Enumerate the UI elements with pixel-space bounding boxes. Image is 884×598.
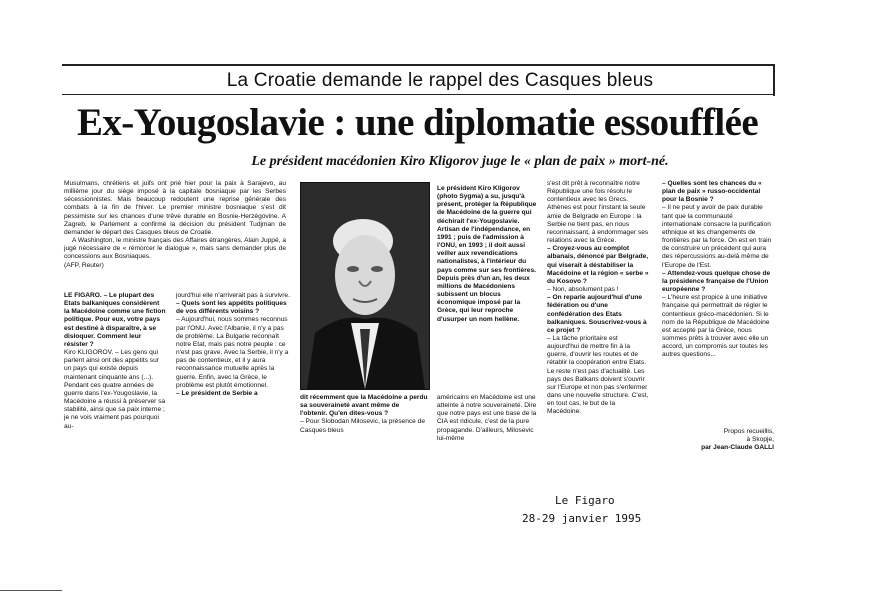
kicker: La Croatie demande le rappel des Casques bleus xyxy=(226,70,654,91)
top-rule xyxy=(62,64,774,66)
question: – Quels sont les appétits politiques de vos différents voisins ? xyxy=(176,300,287,316)
answer: – La tâche prioritaire est aujourd'hui de mettre fin à la guerre, d'ouvrir les routes et de rétablir la coopération entre Etats. Le reste n'est pas d'actualité. Les pays des Balkans doivent s'ouvrir sur l'Europe et non pas s'enfermer dans une nouvelle structure. C'est, en tout cas, le but de la Macédoine. xyxy=(547,334,649,416)
answer: Kiro KLIGOROV. – Les gens qui parlent ainsi ont des appétits sur un pays qui existe depuis maintenant cinquante ans (...). Pendant ces quatre années de guerre dans l'ex-Yougoslavie, la Macédoine a réussi à préserver sa stabilité, ainsi que sa paix interne ; je ne vois vraiment pas pourquoi au- xyxy=(64,349,166,430)
answer: – Aujourd'hui, nous sommes reconnus par l'ONU. Avec l'Albanie, il n'y a pas de problème. La Bulgarie reconnaît notre Etat, mais pas notre peuple : ce n'est pas grave. Avec la Serbie, il n'y a pas de contentieux, et il y aura reconnaissance mutuelle après la guerre. Enfin, avec la Grèce, le problème est plutôt émotionnel. xyxy=(176,316,289,389)
signature-line: à Skopje, xyxy=(746,436,774,444)
deck: Le président macédonien Kiro Kligorov juge le « plan de paix » mort-né. xyxy=(251,154,669,169)
intro-paragraphs xyxy=(64,180,286,270)
answer: – Non, absolument pas ! xyxy=(547,286,619,294)
intro-paragraph: A Washington, le ministre français des Affaires étrangères, Alain Juppé, a jugé nécessaire de « rémorcer le dialogue », mais sans demander plus de concessions aux Bosniaques. xyxy=(64,237,286,261)
column-3-bottom xyxy=(300,394,428,435)
question: LE FIGARO. – Le plupart des Etats balkaniques considèrent la Macédoine comme une fiction politique. Pour eux, votre pays est destiné à disparaître, à se disloquer. Comment leur résister ? xyxy=(64,292,166,348)
kicker-underline xyxy=(62,94,774,95)
portrait-illustration xyxy=(301,183,429,389)
footer-paper: Le Figaro xyxy=(555,494,615,507)
question: – Attendez-vous quelque chose de la présidence française de l'Union européenne ? xyxy=(662,269,771,294)
question: – Le président de Serbie a xyxy=(176,389,258,397)
right-rule xyxy=(773,64,775,96)
question: – Quelles sont les chances du « plan de paix » russo-occidental pour la Bosnie ? xyxy=(662,180,762,204)
portrait-photo xyxy=(300,182,430,390)
answer: jourd'hui elle n'arriverait pas à survivre. xyxy=(176,292,290,299)
answer: américains en Macédoine est une atteinte à notre souveraineté. Dire que notre pays est une base de la CIA est ridicule, c'est de la pure propagande. D'ailleurs, Milosevic lui-même xyxy=(437,394,537,442)
question: – Croyez-vous au complot albanais, dénoncé par Belgrade, qui viserait à déstabiliser la Macédoine et la région « serbe » du Kosovo ? xyxy=(547,245,649,285)
question: – On reparle aujourd'hui d'une fédération ou d'une confédération des Etats balkaniques. Souscrivez-vous à ce projet ? xyxy=(547,294,647,334)
question: dit récemment que la Macédoine a perdu sa souveraineté avant même de l'obtenir. Qu'en dites-vous ? xyxy=(300,394,428,418)
signature xyxy=(662,428,774,452)
footer-date: 28-29 janvier 1995 xyxy=(522,512,642,525)
intro-source: (AFP, Reuter) xyxy=(64,261,104,269)
column-1 xyxy=(64,292,166,431)
column-5 xyxy=(547,180,651,417)
headline: Ex-Yougoslavie : une diplomatie essoufflée xyxy=(76,101,759,144)
photo-caption: Le président Kiro Kligorov (photo Sygma) a su, jusqu'à présent, protéger la République de Macédoine de la guerre qui déchirait l'ex-Yougoslavie. Artisan de l'indépendance, en 1991 ; puis de l'admission à l'ONU, en 1993 ; il doit aussi veiller aux revendications nationalistes, à l'intérieur du pays comme sur ses frontières. Depuis près d'un an, les deux millions de Macédoniens subissent un blocus économique imposé par la Grèce, qui leur reproche d'usurper un nom hellène. xyxy=(437,185,537,323)
answer: – Pour Slobodan Milosevic, la présence de Casques bleus xyxy=(300,418,425,434)
scan-artifact xyxy=(0,590,62,591)
answer: – L'heure est propice à une initiative française qui permettrait de régler le contentieux gréco-macédonien. Si le nom de la République de Macédoine est accepté par la Grèce, nous sommes prêts à trouver avec elle un accord, un compromis sur toutes les autres questions... xyxy=(662,294,770,359)
answer: – Il ne peut y avoir de paix durable tant que la communauté internationale consacre la purification ethnique et les changements de frontières par la force. On est en train de construire un précédent qui aura des répercussions au-delà même de l'Europe de l'Est. xyxy=(662,204,772,269)
column-4-bottom xyxy=(437,394,539,443)
answer: s'est dit prêt à reconnaître notre République une fois résolu le contentieux avec les Grecs. Athènes est pour l'instant la seule amie de Belgrade en Europe : la Serbie ne tient pas, en nous reconnaissant, à endommager ses relations avec la Grèce. xyxy=(547,180,649,245)
column-2 xyxy=(176,292,290,398)
signature-author: par Jean-Claude GALLI xyxy=(701,444,774,452)
signature-line: Propos recueillis, xyxy=(723,428,774,435)
column-6 xyxy=(662,180,774,359)
intro-paragraph: Musulmans, chrétiens et juifs ont prié hier pour la paix à Sarajevo, au millième jour du siège imposé à la capitale bosniaque par les Serbes sécessionnistes. Mais beaucoup redoutent une reprise générale des combats à la fin de l'hiver. Le premier ministre bosniaque s'est dit pessimiste sur les chances d'une trêve durable en Bosnie-Herzégovine. A Zagreb, le Parlement a confirmé la décision du président Tudjman de demander le départ des Casques bleus de Croatie. xyxy=(64,180,286,236)
